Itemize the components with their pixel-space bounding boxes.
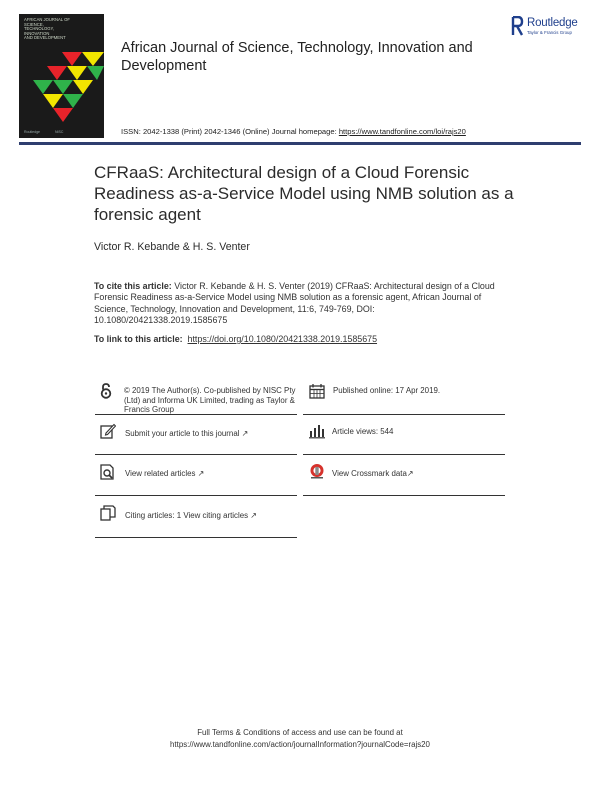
footer-terms-text: Full Terms & Conditions of access and use can be found at (197, 728, 403, 737)
calendar-icon (309, 383, 325, 399)
cell-divider (303, 495, 505, 496)
publisher-subtitle: Taylor & Francis Group (527, 30, 572, 35)
citing-articles-label: Citing articles: 1 View citing articles (125, 511, 249, 520)
submit-article-label: Submit your article to this journal (125, 429, 240, 438)
cite-doi[interactable]: 10.1080/20421338.2019.1585675 (94, 314, 228, 325)
open-access-text: © 2019 The Author(s). Co-published by NISC Pty (Ltd) and Informa UK Limited, trading as Taylor & Francis Group (124, 386, 296, 415)
cell-divider (95, 454, 297, 455)
journal-title: African Journal of Science, Technology, Innovation and Development (121, 40, 473, 74)
cite-text: Victor R. Kebande & H. S. Venter (2019) CFRaaS: Architectural design of a Cloud Forensic Readiness as-a-Service Model using NMB solution as a forensic agent, African Journal of Science, Technology, Innovation and Development, 11:6, 749-769, DOI: (94, 281, 495, 314)
issn-text: ISSN: 2042-1338 (Print) 2042-1346 (Online) Journal homepage: (121, 127, 339, 136)
cover-title: AFRICAN JOURNAL OF SCIENCE, TECHNOLOGY, INNOVATION AND DEVELOPMENT (24, 17, 70, 41)
crossmark-icon (309, 463, 325, 479)
related-articles-label: View related articles (125, 469, 196, 478)
link-label: To link to this article: (94, 334, 183, 344)
cell-divider (303, 454, 505, 455)
journal-cover (19, 14, 104, 138)
crossmark-label: View Crossmark data (332, 469, 407, 478)
open-access-icon (98, 383, 114, 399)
article-doi-link[interactable]: https://doi.org/10.1080/20421338.2019.1585675 (187, 334, 378, 344)
bar-chart-icon (309, 423, 325, 439)
external-link-icon: ↗ (241, 429, 249, 438)
cover-publisher-left: Routledge (24, 130, 40, 134)
citation-block (94, 281, 509, 326)
journal-homepage-link[interactable]: https://www.tandfonline.com/loi/rajs20 (338, 127, 466, 136)
cell-divider (303, 414, 505, 415)
footer-terms-link[interactable]: https://www.tandfonline.com/action/journalInformation?journalCode=rajs20 (170, 740, 430, 749)
issn-line (121, 127, 466, 136)
cell-divider (95, 495, 297, 496)
article-link-line (94, 334, 377, 344)
publisher-name: Routledge (527, 17, 578, 29)
submit-edit-icon (100, 423, 116, 439)
cell-divider (95, 537, 297, 538)
published-date: Published online: 17 Apr 2019. (333, 386, 441, 395)
external-link-icon: ↗ (250, 511, 257, 520)
submit-article-link[interactable] (125, 429, 248, 439)
article-views: Article views: 544 (332, 427, 394, 436)
cover-publisher-right: NISC (55, 130, 64, 134)
related-articles-link[interactable] (125, 469, 204, 479)
header-divider (19, 142, 581, 145)
routledge-r-icon (511, 16, 524, 36)
citing-articles-icon (100, 505, 116, 521)
cell-divider (95, 414, 297, 415)
cite-label: To cite this article: (94, 281, 172, 291)
external-link-icon: ↗ (197, 469, 205, 478)
page-footer (0, 727, 600, 751)
citing-articles-link[interactable] (125, 511, 257, 521)
article-authors: Victor R. Kebande & H. S. Venter (94, 241, 250, 253)
crossmark-link[interactable] (332, 469, 414, 479)
related-articles-icon (100, 464, 116, 480)
article-title: CFRaaS: Architectural design of a Cloud Forensic Readiness as-a-Service Model using NMB solution as a forensic agent (94, 163, 514, 224)
external-link-icon: ↗ (406, 469, 414, 478)
